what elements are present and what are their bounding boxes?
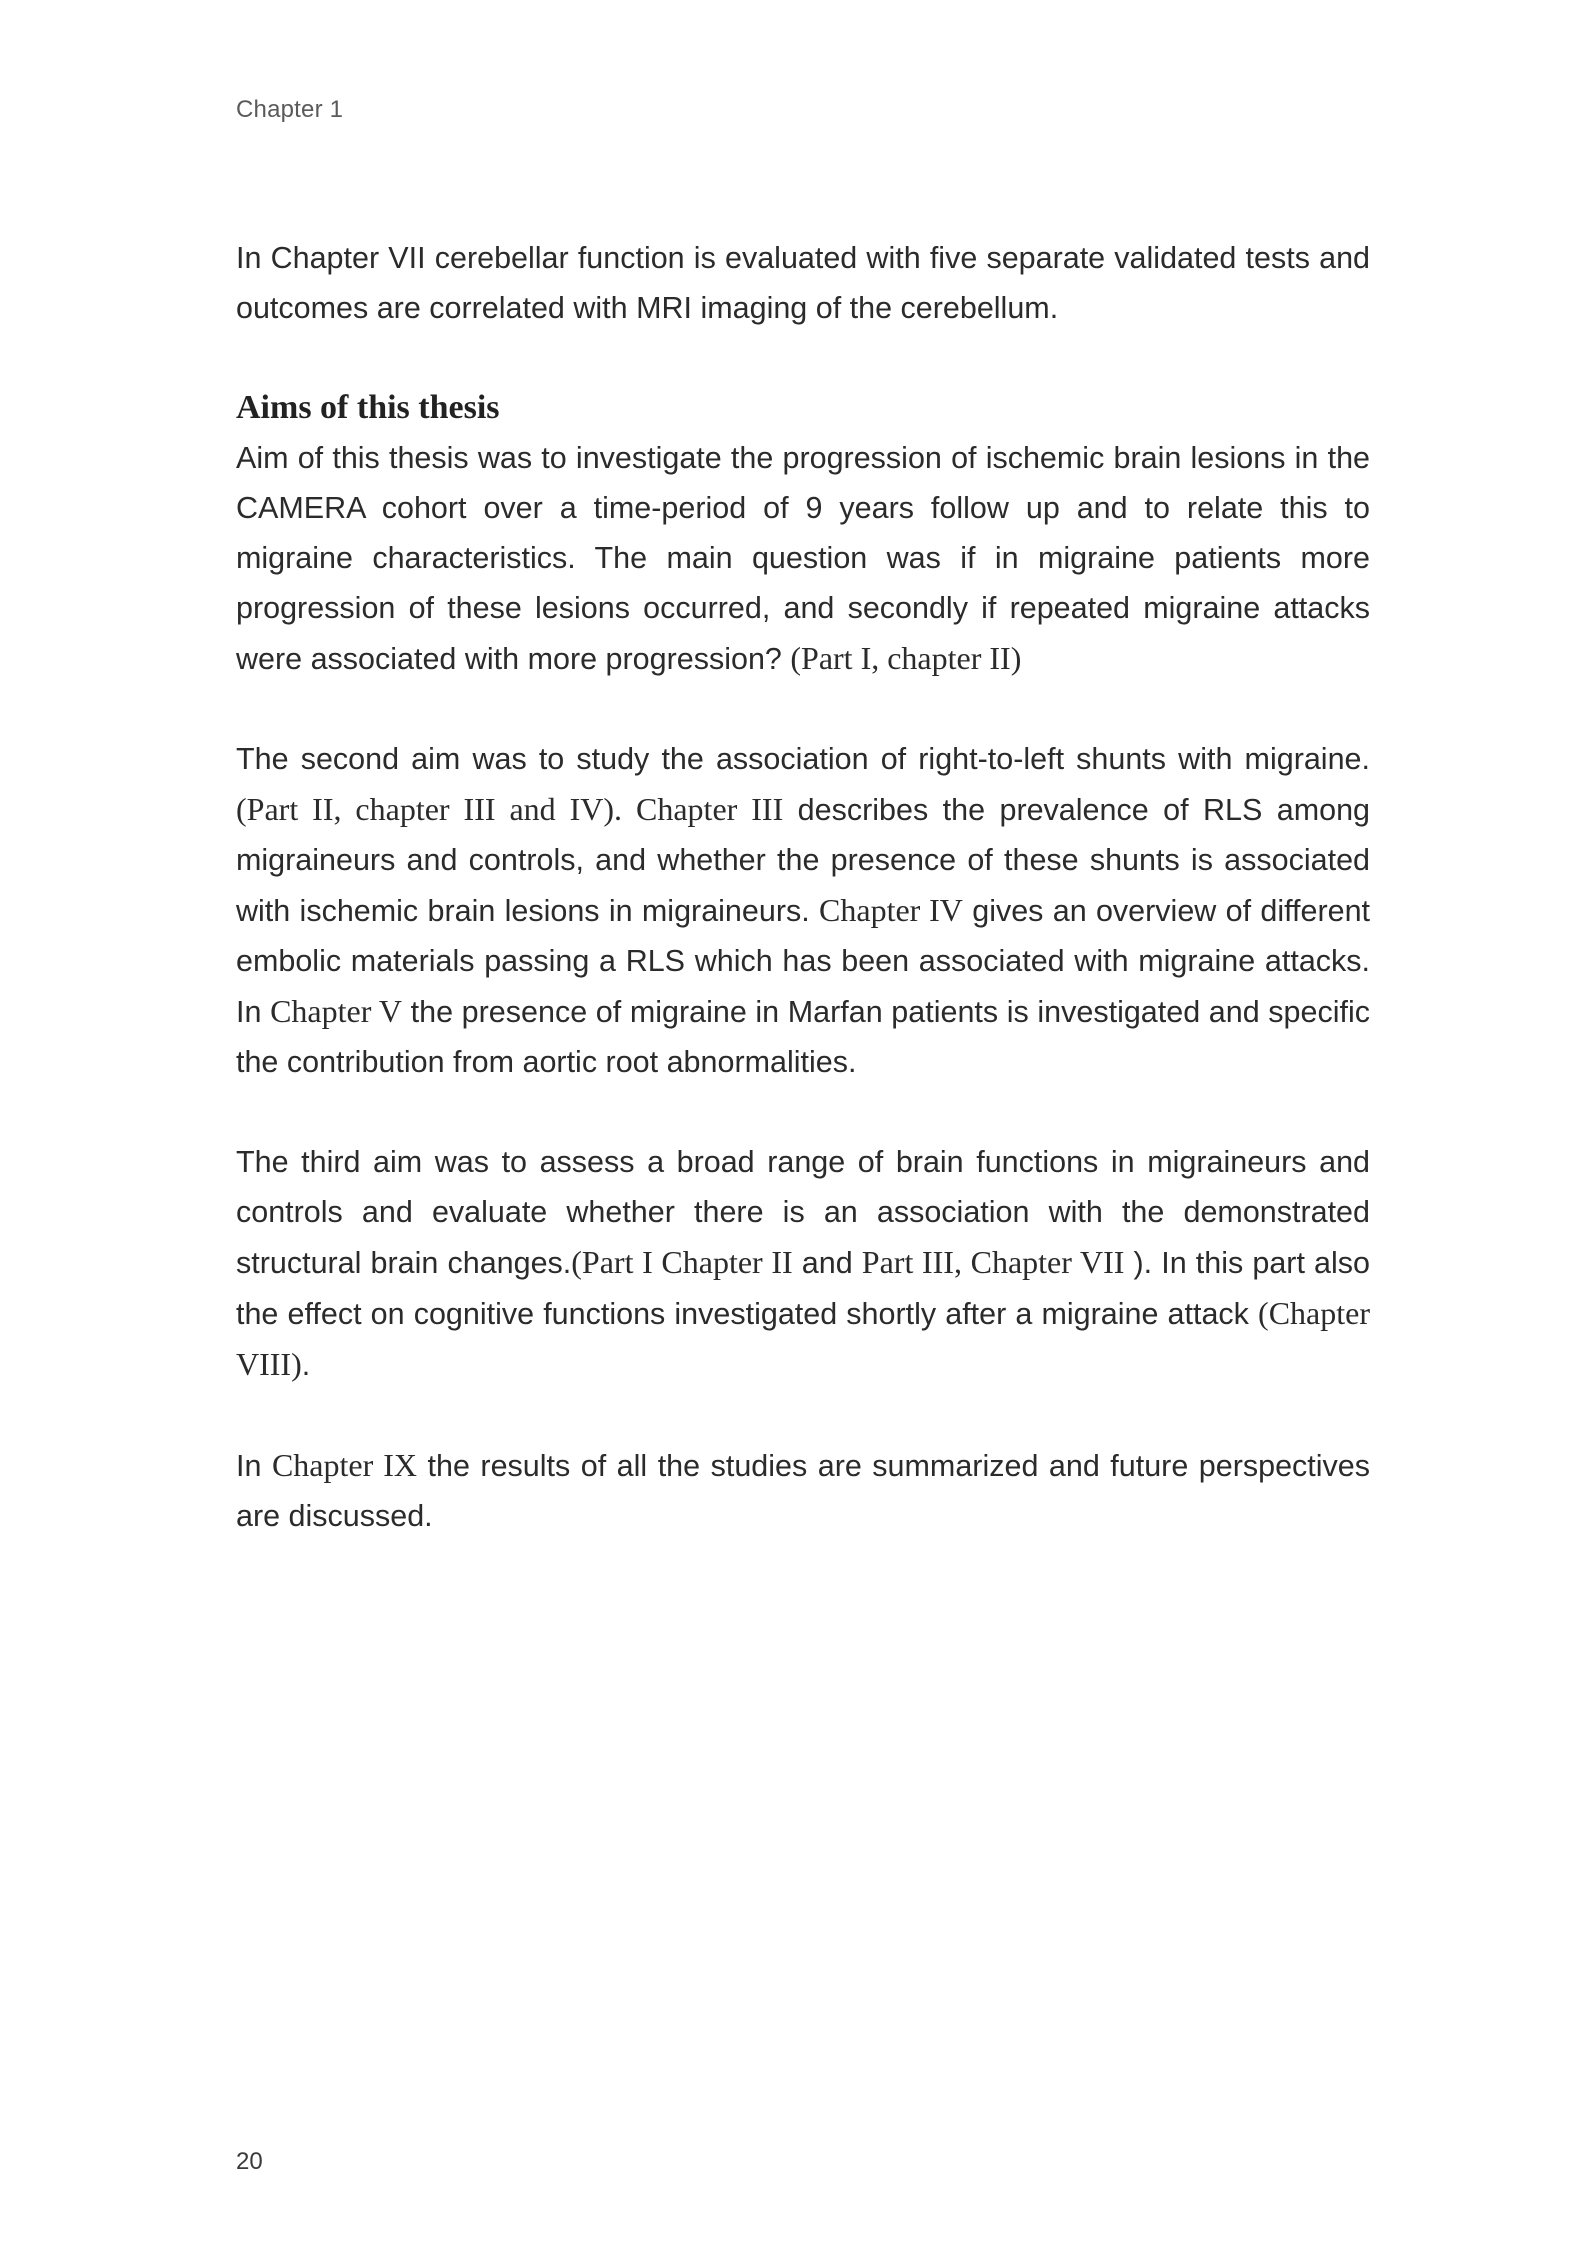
aims-p2-ref1: (Part II, chapter III and IV). Chapter III bbox=[236, 791, 784, 827]
section-heading-aims: Aims of this thesis bbox=[236, 389, 500, 426]
aims-paragraph-2 bbox=[236, 734, 1370, 1087]
aims-p4-ref: Chapter IX bbox=[271, 1447, 418, 1483]
intro-prefix: In bbox=[236, 241, 271, 275]
aims-p3-ref2: Part III, Chapter VII bbox=[861, 1244, 1125, 1280]
aims-p3-and: and bbox=[792, 1246, 862, 1280]
aims-p1-text: Aim of this thesis was to investigate the progression of ischemic brain lesions in the CAMERA cohort over a time-period of 9 years follow up and to relate this to migraine characteristics. The main question was if in migraine patients more progression of these lesions occurred, and secondly if repeated migraine attacks were associated with more progression? bbox=[236, 441, 1370, 676]
intro-rest: cerebellar function is evaluated with five separate validated tests and outcomes are correlated with MRI imaging of the cerebellum. bbox=[236, 241, 1371, 325]
aims-p2-text2: gives an overview of different embolic materials passing a RLS which has been associated with migraine attacks. In bbox=[236, 894, 1371, 1029]
intro-paragraph bbox=[236, 233, 1370, 333]
aims-p2-ref3: Chapter V bbox=[270, 993, 403, 1029]
running-header: Chapter 1 bbox=[236, 96, 344, 123]
aims-p3-ref3: (Chapter VIII) bbox=[236, 1295, 1370, 1382]
aims-p4-text: the results of all the studies are summarized and future perspectives are discussed. bbox=[236, 1449, 1370, 1533]
aims-p3-text3: . bbox=[301, 1348, 311, 1382]
page-number: 20 bbox=[236, 2148, 263, 2175]
aims-paragraph-4 bbox=[236, 1440, 1370, 1541]
aims-p2-text3: the presence of migraine in Marfan patients is investigated and specific the contribution from aortic root abnormalities. bbox=[236, 995, 1370, 1079]
page-body bbox=[236, 233, 1370, 1541]
aims-paragraph-3 bbox=[236, 1137, 1370, 1390]
aims-p1-ref: (Part I, chapter II) bbox=[790, 640, 1022, 676]
aims-paragraph-1 bbox=[236, 433, 1370, 684]
aims-p3-text2: ). In this part also the effect on cognitive functions investigated shortly after a migraine attack bbox=[236, 1246, 1371, 1331]
aims-p2-text1: describes the prevalence of RLS among migraineurs and controls, and whether the presence of these shunts is associated with ischemic brain lesions in migraineurs. bbox=[236, 793, 1371, 928]
aims-p3-ref1: (Part I Chapter II bbox=[571, 1244, 793, 1280]
intro-chapter-ref: Chapter VII bbox=[270, 241, 426, 275]
aims-p2-ref2: Chapter IV bbox=[819, 892, 963, 928]
aims-p2-intro: The second aim was to study the association of right-to-left shunts with migraine. bbox=[236, 742, 1370, 776]
aims-p4-prefix: In bbox=[236, 1449, 272, 1483]
aims-p3-text1: The third aim was to assess a broad range of brain functions in migraineurs and controls and evaluate whether there is an association with the demonstrated structural brain changes. bbox=[236, 1145, 1370, 1280]
